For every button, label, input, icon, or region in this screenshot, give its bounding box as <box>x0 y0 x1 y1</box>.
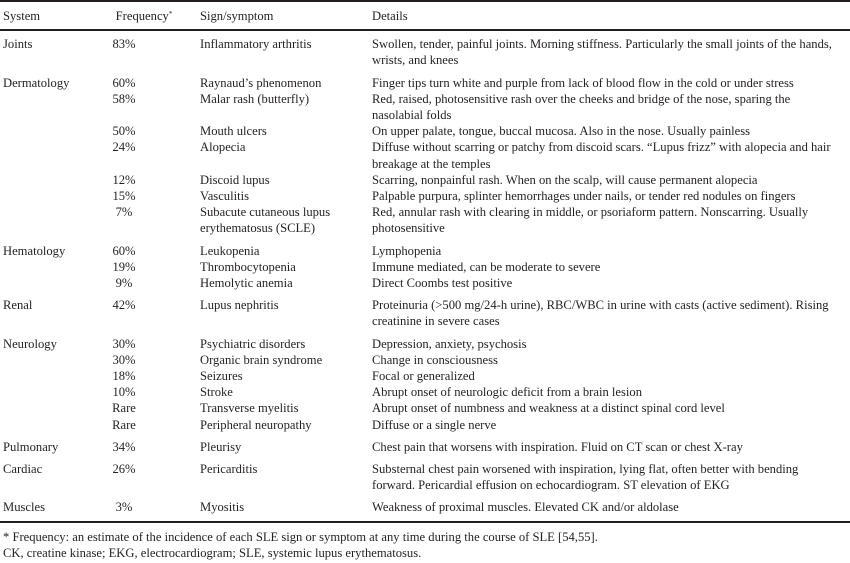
cell-details: Palpable purpura, splinter hemorrhages under nails, or tender red nodules on fingers <box>372 189 796 204</box>
cell-system <box>0 123 108 139</box>
cell-frequency: 30% <box>112 336 136 351</box>
cell-frequency: 83% <box>112 37 136 52</box>
cell-system: Neurology <box>3 336 57 351</box>
cell-frequency: 58% <box>112 91 136 106</box>
cell-frequency: 15% <box>112 189 136 204</box>
cell-details: Immune mediated, can be moderate to severe <box>372 259 601 274</box>
cell-details: Swollen, tender, painful joints. Morning stiffness. Particularly the small joints of the hands, wrists, and knees <box>372 37 832 68</box>
cell-sign: Transverse myelitis <box>200 401 299 416</box>
cell-system <box>0 275 108 291</box>
cell-system <box>0 188 108 204</box>
cell-system: Muscles <box>0 493 108 521</box>
cell-sign: Myositis <box>180 493 372 521</box>
cell-details: Substernal chest pain worsened with inspiration, lying flat, often better with bending forward. Pericardial effusion on echocardiogram. ST elevation of EKG <box>372 462 799 493</box>
table-row <box>0 275 850 291</box>
cell-system: Cardiac <box>3 462 43 477</box>
footnote-marker: * <box>168 10 173 18</box>
table-header <box>0 1 850 30</box>
table-row <box>0 400 850 416</box>
cell-frequency: 42% <box>112 298 136 313</box>
cell-frequency: 26% <box>112 462 136 477</box>
cell-details: Focal or generalized <box>372 369 475 384</box>
cell-sign: Inflammatory arthritis <box>200 37 312 52</box>
cell-details: Weakness of proximal muscles. Elevated CK and/or aldolase <box>372 493 850 521</box>
table-row <box>0 172 850 188</box>
cell-system: Pulmonary <box>3 439 59 454</box>
table-row <box>0 352 850 368</box>
cell-sign: Thrombocytopenia <box>200 259 296 274</box>
cell-system: Renal <box>3 298 33 313</box>
cell-details: Scarring, nonpainful rash. When on the scalp, will cause permanent alopecia <box>372 172 758 187</box>
cell-system <box>0 139 108 171</box>
table-footnotes <box>3 530 848 561</box>
header-frequency <box>108 1 180 30</box>
cell-details: Change in consciousness <box>372 352 498 367</box>
cell-sign: Mouth ulcers <box>200 124 267 139</box>
cell-sign: Organic brain syndrome <box>200 352 323 367</box>
table-row <box>0 417 850 433</box>
table-row <box>0 330 850 352</box>
header-details: Details <box>372 1 850 30</box>
cell-sign: Lupus nephritis <box>200 298 279 313</box>
cell-details: Chest pain that worsens with inspiration. Fluid on CT scan or chest X-ray <box>372 439 743 454</box>
cell-details: Red, annular rash with clearing in middle, or psoriaform pattern. Nonscarring. Usually photosensitive <box>372 205 809 236</box>
header-system: System <box>0 1 108 30</box>
cell-system: Hematology <box>3 243 66 258</box>
cell-frequency: 10% <box>112 385 136 400</box>
table-row <box>0 30 850 68</box>
cell-frequency: Rare <box>112 417 136 432</box>
cell-sign: Pleurisy <box>200 439 242 454</box>
cell-frequency: 7% <box>115 205 133 220</box>
table-row <box>0 123 850 139</box>
cell-details: Red, raised, photosensitive rash over the cheeks and bridge of the nose, sparing the nasolabial folds <box>372 91 791 123</box>
cell-frequency: 24% <box>112 140 136 155</box>
table-row <box>0 384 850 400</box>
cell-system <box>0 91 108 123</box>
cell-sign: Alopecia <box>200 140 246 155</box>
cell-sign: Leukopenia <box>200 243 260 258</box>
cell-frequency: 50% <box>112 124 136 139</box>
cell-frequency: Rare <box>112 401 136 416</box>
cell-system <box>0 172 108 188</box>
cell-sign: Subacute cutaneous lupus erythematosus (SCLE) <box>200 205 331 236</box>
table-body <box>0 30 850 521</box>
cell-frequency: 18% <box>112 369 136 384</box>
table-row <box>0 291 850 329</box>
cell-frequency: 30% <box>112 352 136 367</box>
cell-system <box>0 204 108 236</box>
cell-system: Joints <box>3 37 33 52</box>
table-row <box>0 188 850 204</box>
cell-details: Diffuse or a single nerve <box>372 417 497 432</box>
table-row <box>0 368 850 384</box>
cell-details: Finger tips turn white and purple from lack of blood flow in the cold or under stress <box>372 75 794 90</box>
cell-system: Dermatology <box>3 75 70 90</box>
table-row <box>0 259 850 275</box>
table-row <box>0 204 850 236</box>
cell-sign: Psychiatric disorders <box>200 336 306 351</box>
abbreviations-footnote: CK, creatine kinase; EKG, electrocardiogram; SLE, systemic lupus erythematosus. <box>3 545 422 560</box>
header-sign-symptom: Sign/symptom <box>180 1 372 30</box>
table-row <box>0 493 850 521</box>
cell-sign: Stroke <box>200 385 233 400</box>
cell-sign: Discoid lupus <box>200 172 270 187</box>
cell-details: Abrupt onset of numbness and weakness at a distinct spinal cord level <box>372 401 725 416</box>
cell-details: Diffuse without scarring or patchy from discoid scars. “Lupus frizz” with alopecia and hair breakage at the temples <box>372 140 831 171</box>
cell-sign: Hemolytic anemia <box>200 276 293 291</box>
cell-frequency: 12% <box>112 172 136 187</box>
cell-details: Abrupt onset of neurologic deficit from a brain lesion <box>372 385 642 400</box>
cell-system <box>0 352 108 368</box>
cell-details: Proteinuria (>500 mg/24-h urine), RBC/WBC in urine with casts (active sediment). Rising creatinine in severe cases <box>372 298 829 329</box>
cell-frequency: 19% <box>112 259 136 274</box>
cell-frequency: 9% <box>115 276 133 291</box>
frequency-footnote: * Frequency: an estimate of the incidence of each SLE sign or symptom at any time during the course of SLE [54,55]. <box>3 530 598 544</box>
table-row <box>0 139 850 171</box>
table-row <box>0 433 850 455</box>
cell-frequency: 3% <box>108 493 180 521</box>
cell-sign: Raynaud’s phenomenon <box>200 75 322 90</box>
table-row <box>0 91 850 123</box>
cell-sign: Pericarditis <box>200 462 258 477</box>
cell-system <box>0 368 108 384</box>
cell-frequency: 60% <box>112 243 136 258</box>
cell-sign: Vasculitis <box>200 189 249 204</box>
table-row <box>0 69 850 91</box>
header-row <box>0 1 850 30</box>
cell-sign: Seizures <box>200 369 243 384</box>
cell-details: Direct Coombs test positive <box>372 276 513 291</box>
table-row <box>0 237 850 259</box>
cell-details: Lymphopenia <box>372 243 442 258</box>
cell-sign: Malar rash (butterfly) <box>200 91 310 106</box>
cell-system <box>0 417 108 433</box>
cell-details: On upper palate, tongue, buccal mucosa. Also in the nose. Usually painless <box>372 124 751 139</box>
table-row <box>0 455 850 493</box>
cell-system <box>0 259 108 275</box>
cell-system <box>0 384 108 400</box>
header-frequency-label: Frequency <box>115 9 169 23</box>
cell-sign: Peripheral neuropathy <box>200 417 312 432</box>
cell-frequency: 60% <box>112 75 136 90</box>
cell-frequency: 34% <box>112 439 136 454</box>
cell-details: Depression, anxiety, psychosis <box>372 336 527 351</box>
cell-system <box>0 400 108 416</box>
